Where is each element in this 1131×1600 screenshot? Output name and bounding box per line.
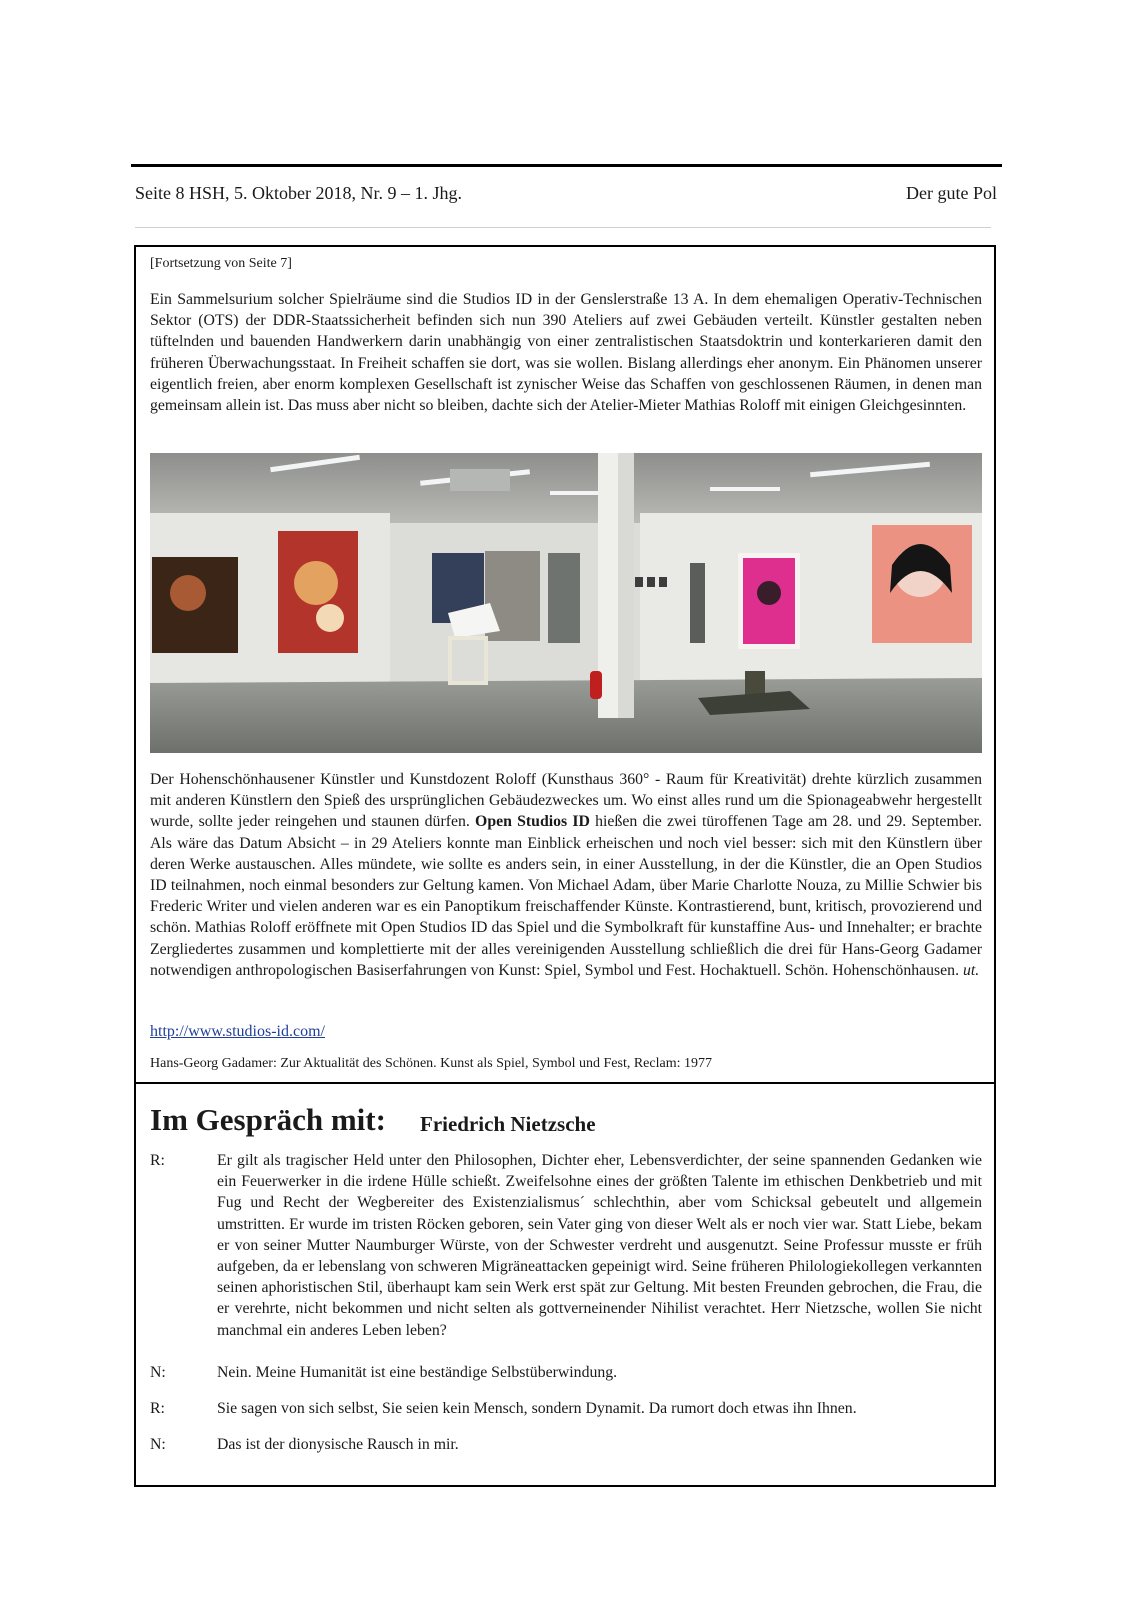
interview-exchange [150,1398,982,1419]
article-box [134,245,996,1084]
interview-box [134,1082,996,1487]
article-paragraph-2: Der Hohenschönhausener Künstler und Kunstdozent Roloff (Kunsthaus 360° - Raum für Kreativität) drehte kürzlich zusammen mit anderen Künstlern den Spieß des ursprünglichen Gebäudezweckes um. Wo einst alles rund um die Spionageabwehr hergestellt wurde, sollte jeder reingehen und staunen dürfen. Open Studios ID hießen die zwei türoffenen Tage am 28. und 29. September. Als wäre das Datum Absicht – in 29 Ateliers konnte man Einblick erheischen und noch viel besser: sich mit den Künstlern über deren Werke austauschen. Alles mündete, wie sollte es anders sein, in einer Ausstellung, in der die Künstler, die an Open Studios ID teilnahmen, noch einmal besonders zur Geltung kamen. Von Michael Adam, über Marie Charlotte Nouza, zu Millie Schwier bis Frederic Writer und vielen anderen war es ein Panoptikum freischaffender Künste. Kontrastierend, bunt, kritisch, provozierend und schön. Mathias Roloff eröffnete mit Open Studios ID das Spiel und die Symbolkraft für kunstaffine Aus- und Innehalter; er brachte Zergliedertes zusammen und komplettierte mit der alles vereinigenden Ausstellung schließlich die drei für Hans-Georg Gadamer notwendigen anthropologischen Basiserfahrungen von Kunst: Spiel, Symbol und Fest. Hochaktuell. Schön. Hohenschönhausen. ut. [150,771,982,979]
studios-id-link[interactable]: http://www.studios-id.com/ [150,1023,325,1040]
continuation-note: [Fortsetzung von Seite 7] [150,256,292,271]
interviewee-name: Friedrich Nietzsche [420,1112,596,1136]
speaker-text: Er gilt als tragischer Held unter den Philosophen, Dichter eher, Lebensverdichter, der seine spannenden Gedanken wie ein Feuerwerker in die irdene Hülle schießt. Zweifelsohne eines der größten Talente im ethischen Denkbetrieb und mit Fug und Recht der Wegbereiter des Existenzialismus´ schlechthin, aber vom Schicksal gebeutelt und allgemein umstritten. Er wurde im tristen Röcken geboren, sein Vater ging von dieser Welt als er noch vier war. Statt Liebe, bekam er von seiner Mutter Naumburger Würste, von der Schwester verdreht und ausgenutzt. Seine Professur musste er früh aufgeben, da er lebenslang von schweren Migräneattacken gepeinigt wird. Seine früheren Philologiekollegen verkannten seinen aphoristischen Stil, überhaupt kam sein Werk erst spät zur Geltung. Mit besten Freunden gebrochen, die Frau, die er verehrte, nicht bekommen und nicht selten als gottverneinender Nihilist verachtet. Herr Nietzsche, wollen Sie nicht manchmal ein anderes Leben leben? [217,1152,982,1339]
header-issue-info: Seite 8 HSH, 5. Oktober 2018, Nr. 9 – 1. Jhg. [135,183,462,203]
speaker-label: R: [150,1152,165,1169]
interview-exchange [150,1150,982,1341]
literature-reference: Hans-Georg Gadamer: Zur Aktualität des Schönen. Kunst als Spiel, Symbol und Fest, Reclam: 1977 [150,1056,712,1071]
speaker-text: Sie sagen von sich selbst, Sie seien kein Mensch, sondern Dynamit. Da rumort doch etwas ihn Ihnen. [217,1400,857,1417]
interview-exchange [150,1362,982,1383]
speaker-label: R: [150,1400,165,1417]
top-rule [131,164,1002,167]
interview-exchange [150,1434,982,1455]
speaker-text: Das ist der dionysische Rausch in mir. [217,1436,459,1453]
header-section-title: Der gute Pol [906,183,997,203]
header-rule [135,227,991,228]
speaker-label: N: [150,1436,166,1453]
speaker-label: N: [150,1364,166,1381]
interview-title: Im Gespräch mit: [150,1102,386,1137]
author-signature: ut. [962,961,980,979]
event-name: Open Studios ID [475,813,590,831]
speaker-text: Nein. Meine Humanität ist eine beständige Selbstüberwindung. [217,1364,618,1381]
exhibition-photo [150,453,982,753]
article-paragraph-1: Ein Sammelsurium solcher Spielräume sind die Studios ID in der Genslerstraße 13 A. In dem ehemaligen Operativ-Technischen Sektor (OTS) der DDR-Staatssicherheit befinden sich nun 390 Ateliers auf zwei Gebäuden verteilt. Künstler gestalten neben tüftelnden und bauenden Handwerkern darin unabhängig von einer zentralistischen Staatsdoktrin und konterkarieren damit den früheren Überwachungsstaat. In Freiheit schaffen sie dort, was sie wollen. Bislang allerdings eher anonym. Ein Phänomen unserer eigentlich freien, aber enorm komplexen Gesellschaft ist zynischer Weise das Schaffen von geschlossenen Räumen, in denen man gemeinsam allein ist. Das muss aber nicht so bleiben, dachte sich der Atelier-Mieter Mathias Roloff mit einigen Gleichgesinnten. [150,291,982,415]
